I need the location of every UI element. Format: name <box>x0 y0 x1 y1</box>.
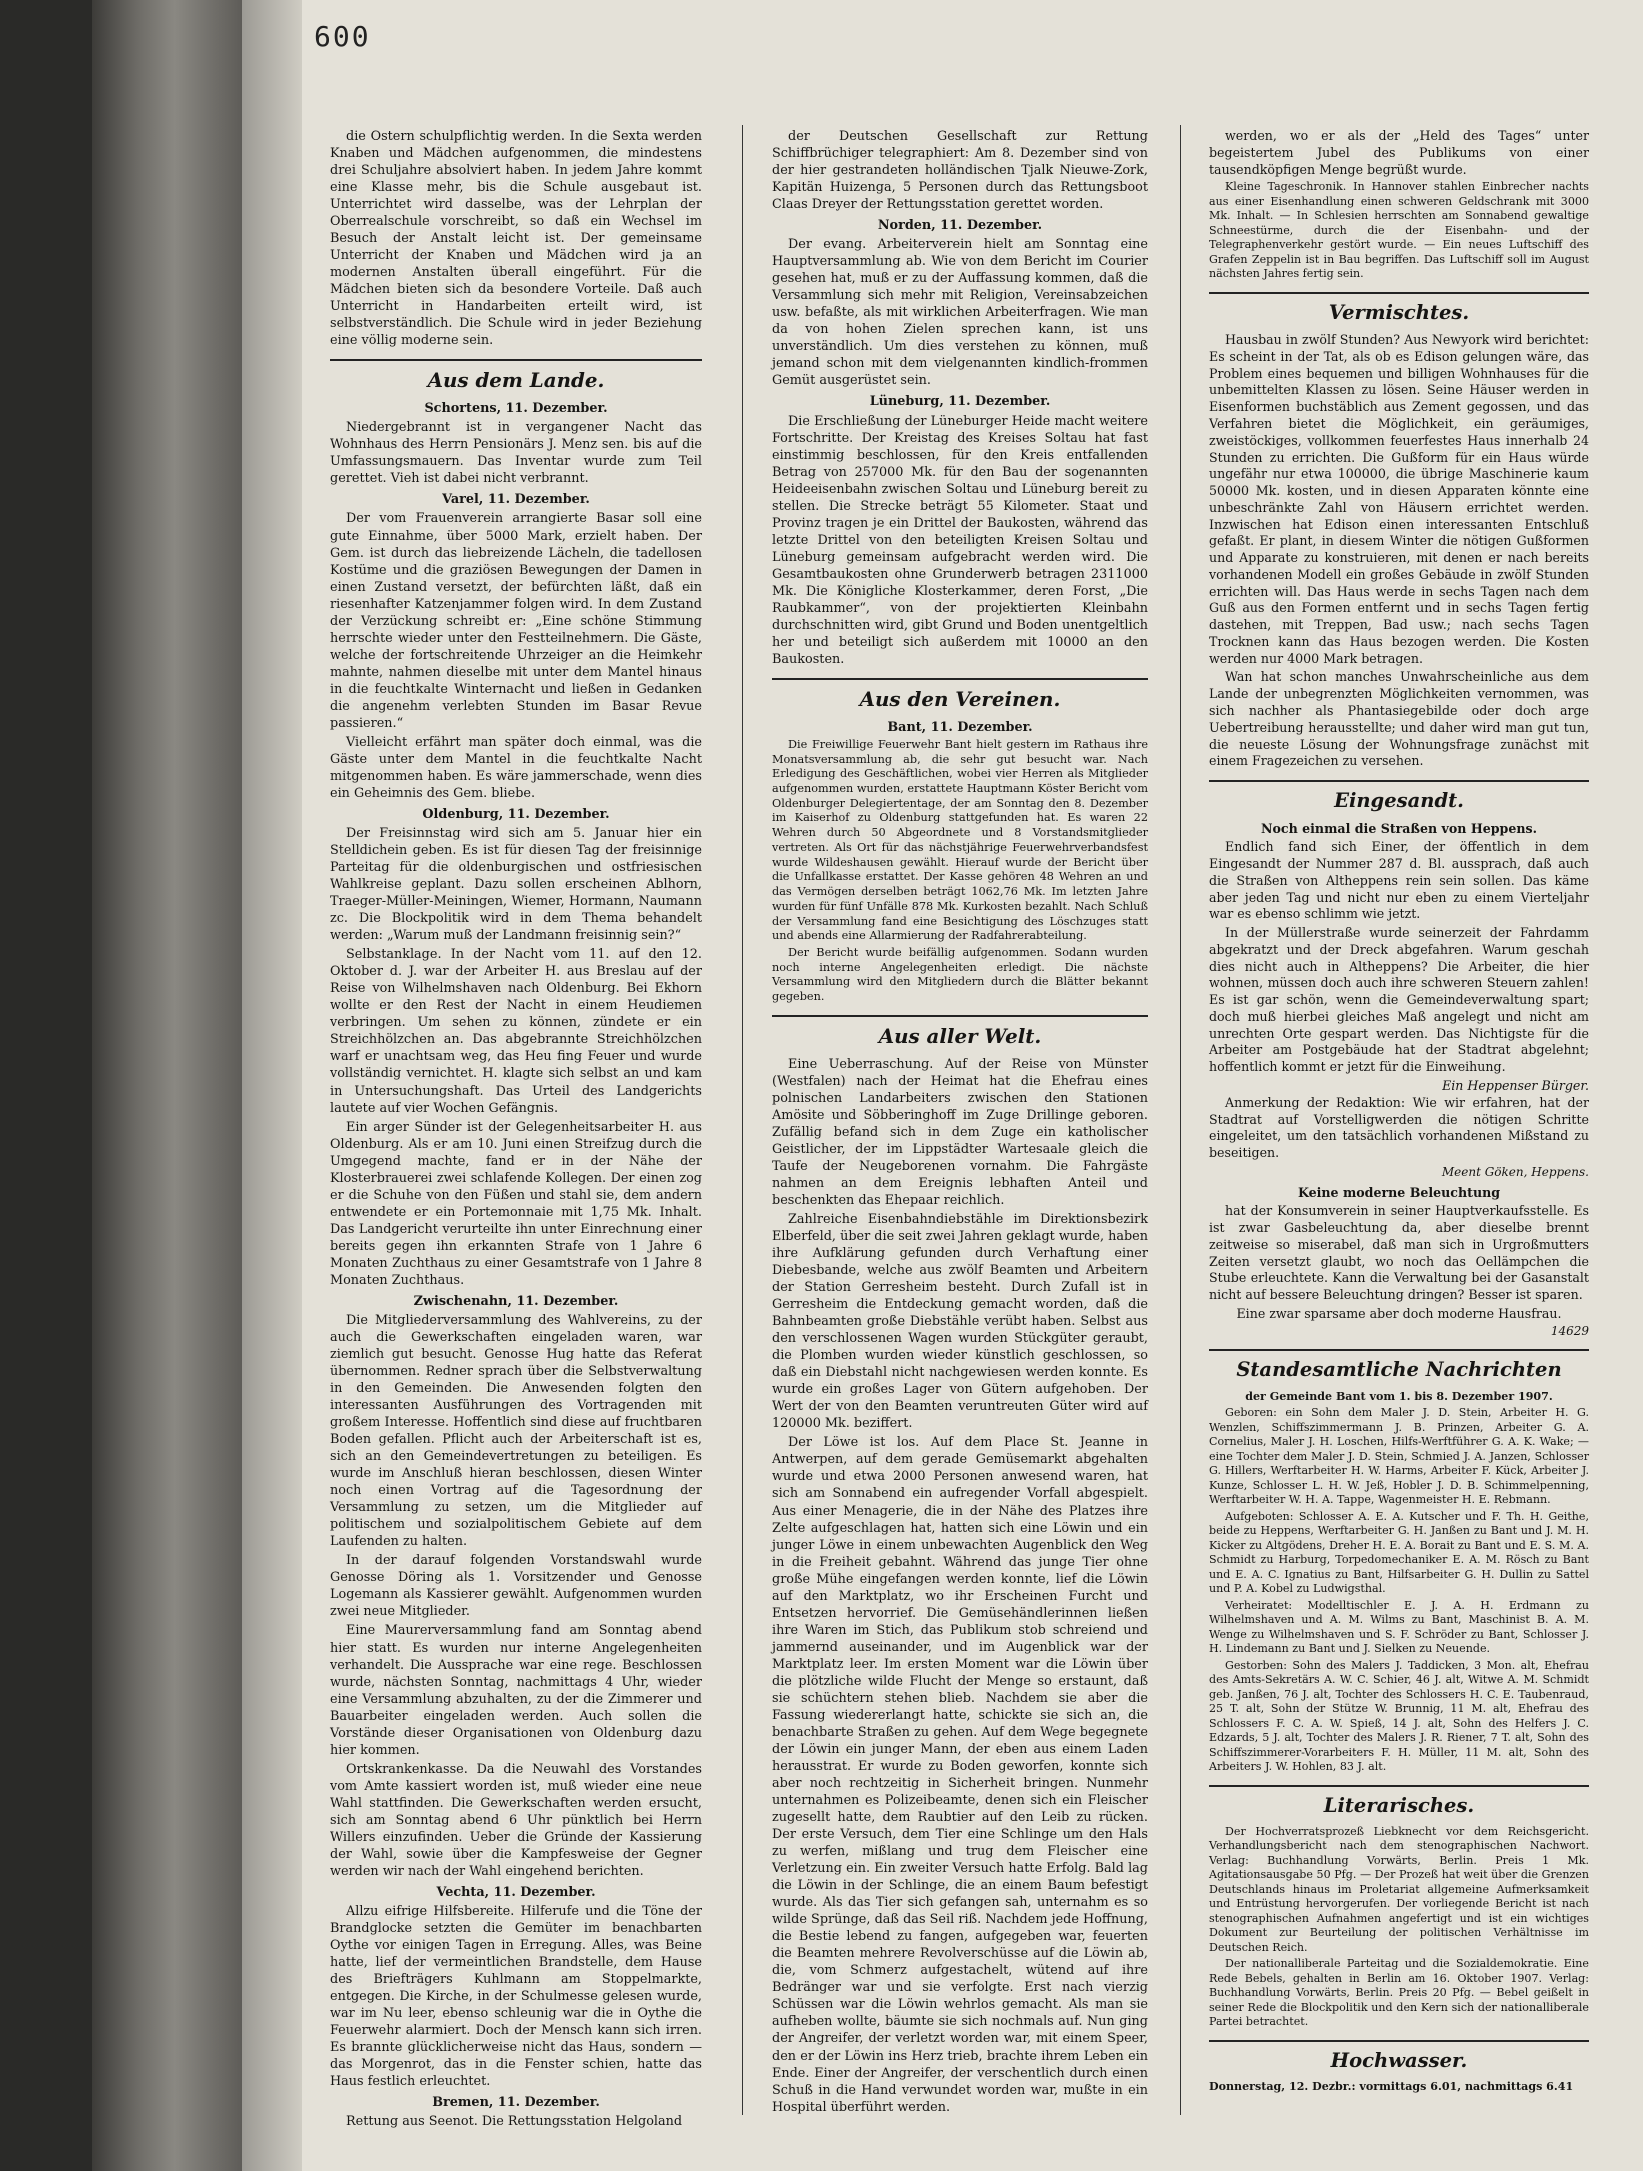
column-1 <box>330 128 702 2132</box>
handwritten-note: Meent Göken, Heppens. <box>1441 1164 1589 1179</box>
dateline: Vechta, 11. Dezember. <box>436 1884 596 1900</box>
article-text: hat der Konsumverein in seiner Hauptverkaufsstelle. Es ist zwar Gasbeleuchtung da, aber dieselbe brennt zeitweise so miserabel, daß man sich in Urgroßmutters Zeiten versetzt glaubt, wo noch das Oellämpchen die Stube erleuchtete. Kann die Verwaltung bei der Gasanstalt nicht auf bessere Beleuchtung dringen? Besser ist sparen. <box>1209 1203 1589 1303</box>
dateline: Oldenburg, 11. Dezember. <box>422 807 610 822</box>
registry-text: Verheiratet: Modelltischler E. J. A. H. Erdmann zu Wilhelmshaven und A. M. Wilms zu Bant, Maschinist B. A. M. Wenge zu Wilhelmshaven und S. F. Schröder zu Bant, Schlosser J. H. Lindemann zu Bant und J. Sielken zu Neuende. <box>1209 1598 1589 1656</box>
article-text: Endlich fand sich Einer, der öffentlich in dem Eingesandt der Nummer 287 d. Bl. aussprach, daß auch die Straßen von Altheppens rein sein sollen. Das käme aber jeden Tag und nicht nur eben zu einem Vierteljahr war es ebenso schlimm wie jetzt. <box>1209 839 1589 922</box>
article-text: Der vom Frauenverein arrangierte Basar soll eine gute Einnahme, über 5000 Mark, erzielt haben. Der Gem. ist durch das liebreizende Lächeln, die tadellosen Kostüme und die graziösen Bewegungen der Damen in einen Zustand versetzt, der befürchten läßt, daß ein riesenhafter Katzenjammer folgen wird. In dem Zustand der Verzückung schreibt er: „Eine schöne Stimmung herrschte wieder unter den Festteilnehmern. Die Gäste, welche der fortschreitende Uhrzeiger an die Heimkehr mahnte, nahmen dieselbe mit unter dem Mantel hinaus in die feuchtkalte Winternacht und ließen in Gedanken die angenehm verlebten Stunden im Basar Revue passieren.“ <box>330 511 702 731</box>
section-heading: Hochwasser. <box>1209 2040 1589 2074</box>
section-heading: Standesamtliche Nachrichten <box>1209 1349 1589 1383</box>
article-text: Ein arger Sünder ist der Gelegenheitsarbeiter H. aus Oldenburg. Als er am 10. Juni einen Streifzug durch die Umgegend machte, fand er in der Nähe der Klosterbrauerei zwei schlafende Kollegen. Der einen zog er die Schuhe von den Füßen und stahl sie, dem andern entwendete er ein Portemonnaie mit 1,75 Mk. Inhalt. Das Landgericht verurteilte ihn unter Einrechnung einer bereits gegen ihn erkannten Strafe von 1 Jahre 6 Monaten Zuchthaus zu einer Gesamtstrafe von 1 Jahre 8 Monaten Zuchthaus. <box>330 1119 702 1288</box>
article-text: Hausbau in zwölf Stunden? Aus Newyork wird berichtet: Es scheint in der Tat, als ob es Edison gelungen wäre, das Problem eines bequemen und billigen Wohnhauses für die unbemittelten Klassen zu lösen. Seine Häuser werden in Eisenformen buchstäblich aus Zement gegossen, und das Verfahren bietet die Möglichkeit, ein geräumiges, zweistöckiges, vollkommen feuerfestes Haus innerhalb 24 Stunden zu errichten. Die Gußform für ein Haus würde ungefähr nur etwa 100000, die übrige Maschinerie kaum 50000 Mk. kosten, und in diesen Apparaten könnte eine unbeschränkte Zahl von Häusern errichtet werden. Inzwischen hat Edison einen interessanten Entschluß gefaßt. Er plant, in diesem Winter die nötigen Gußformen und Apparate zu konstruieren, mit denen er nach bereits vorhandenen Modell ein großes Gebäude in zwölf Stunden errichten will. Das Haus werde in sechs Tagen nach dem Guß aus den Formen entfernt und in sechs Tagen fertig dastehen, mit Treppen, Bad usw.; nach sechs Tagen Trocknen kann das Haus bezogen werden. Die Kosten werden nur 4000 Mark betragen. <box>1209 332 1589 666</box>
page-number: 600 <box>314 20 371 53</box>
tide-times: Donnerstag, 12. Dezbr.: vormittags 6.01, nachmittags 6.41 <box>1209 2080 1574 2094</box>
article-text: Anmerkung der Redaktion: Wie wir erfahren, hat der Stadtrat auf Vorstelligwerden die nötigen Schritte eingeleitet, um den tatsächlich vorhandenen Mißstand zu beseitigen. <box>1209 1094 1589 1161</box>
page-gutter-shadow <box>242 0 302 2171</box>
article-text: Eine Maurerversammlung fand am Sonntag abend hier statt. Es wurden nur interne Angelegenheiten verhandelt. Die Aussprache war eine rege. Beschlossen wurde, nächsten Sonntag, nachmittags 4 Uhr, wieder eine Versammlung abzuhalten, zu der die Zimmerer und Bauarbeiter eingeladen werden. Auch sollen die Vorstände dieser Organisationen von Oldenburg dazu hier kommen. <box>330 1623 702 1758</box>
article-text: Die Freiwillige Feuerwehr Bant hielt gestern im Rathaus ihre Monatsversammlung ab, die sehr gut besucht war. Nach Erledigung des Geschäftlichen, wobei vier Herren als Mitglieder aufgenommen wurden, erstattete Hauptmann Köster Bericht vom Oldenburger Delegiertentage, der am Sonntag den 8. Dezember im Kaiserhof zu Oldenburg stattgefunden hat. Es waren 22 Wehren durch 50 Abgeordnete und 8 Vorstandsmitglieder vertreten. Als Ort für das nächstjährige Feuerwehrverbandsfest wurde Wildeshausen gewählt. Hierauf wurde der Bericht über die Unfallkasse erstattet. Der Kasse gehören 48 Wehren an und das Vermögen derselben beträgt 1062,76 Mk. Im letzten Jahre wurden für fünf Unfälle 878 Mk. Kurkosten bezahlt. Nach Schluß der Versammlung fand eine Besichtigung des Löschzuges statt und abends eine Allarmierung der Radfahrerabteilung. <box>772 737 1148 943</box>
dateline: Bremen, 11. Dezember. <box>432 2095 600 2111</box>
article-text: der Deutschen Gesellschaft zur Rettung Schiffbrüchiger telegraphiert: Am 8. Dezember sind von der hier gestrandeten holländischen Tjalk Nieuwe-Zork, Kapitän Huizenga, 5 Personen durch das Rettungsboot Claas Dreyer der Rettungsstation gerettet worden. <box>772 129 1148 213</box>
article-text: werden, wo er als der „Held des Tages“ unter begeistertem Jubel des Publikums von einer tausendköpfigen Menge begrüßt wurde. <box>1209 128 1589 177</box>
registry-text: Aufgeboten: Schlosser A. E. A. Kutscher und F. Th. H. Geithe, beide zu Heppens, Werftarbeiter G. H. Janßen zu Bant und J. M. H. Kicker zu Altgödens, Dreher H. E. A. Borait zu Bant und E. S. M. A. Schmidt zu Harburg, Torpedomechaniker E. A. M. Rösch zu Bant und E. A. C. Ignatius zu Bant, Hilfsarbeiter G. H. Dullin zu Sattel und P. A. Kobel zu Ludwigsthal. <box>1209 1509 1589 1596</box>
article-text: Der nationalliberale Parteitag und die Sozialdemokratie. Eine Rede Bebels, gehalten in Berlin am 16. Oktober 1907. Verlag: Buchhandlung Vorwärts, Berlin. Preis 20 Pfg. — Bebel geißelt in seiner Rede die Blockpolitik und den Kern sich der nationalliberale Partei betrachtet. <box>1209 1957 1589 2029</box>
dateline: Zwischenahn, 11. Dezember. <box>413 1293 619 1309</box>
article-text: Der Freisinnstag wird sich am 5. Januar hier ein Stelldichein geben. Es ist für diesen Tag der freisinnige Parteitag für die oldenburgischen und ostfriesischen Wahlkreise geplant. Dazu sollen erscheinen Ablhorn, Traeger-Müller-Meiningen, Wiemer, Hormann, Naumann zc. Die Blockpolitik wird in dem Thema behandelt werden: „Warum muß der Landmann freisinnig sein?“ <box>330 826 702 944</box>
book-spine <box>92 0 242 2171</box>
article-text: Selbstanklage. In der Nacht vom 11. auf den 12. Oktober d. J. war der Arbeiter H. aus Breslau auf der Reise von Wilhelmshaven nach Oldenburg. Bei Ekhorn wollte er den Rest der Nacht in einem Heudiemen verbringen. Um sehen zu können, zündete er ein Streichhölzchen an. Das abgebrannte Streichhölzchen warf er unachtsam weg, das Heu fing Feuer und wurde vollständig vernichtet. H. klagte sich selbst an und kam in Untersuchungshaft. Das Urteil des Landgerichts lautete auf vier Wochen Gefängnis. <box>330 947 702 1116</box>
section-heading: Aus dem Lande. <box>330 359 702 394</box>
signature: Ein Heppenser Bürger. <box>1442 1077 1589 1093</box>
article-text: Die Erschließung der Lüneburger Heide macht weitere Fortschritte. Der Kreistag des Kreises Soltau hat fast einstimmig beschlossen, für den Kreis entfallenden Betrag von 257000 Mk. für den Bau der sogenannten Heideeisenbahn zwischen Soltau und Lüneburg bereit zu stellen. Die Strecke beträgt 55 Kilometer. Staat und Provinz tragen je ein Drittel der Baukosten, während das letzte Drittel von den beteiligten Kreisen Soltau und Lüneburg gemeinsam aufgebracht werden wird. Die Gesamtbaukosten ohne Grunderwerb betragen 2311000 Mk. Die Königliche Klosterkammer, deren Forst, „Die Raubkammer“, von der projektierten Kleinbahn durchschnitten wird, gibt Grund und Boden unentgeltlich her und beteiligt sich außerdem mit 10000 an den Baukosten. <box>772 413 1148 667</box>
subheading: Noch einmal die Straßen von Heppens. <box>1261 820 1537 836</box>
dateline: der Gemeinde Bant vom 1. bis 8. Dezember 1907. <box>1245 1389 1553 1403</box>
section-heading: Aus den Vereinen. <box>772 678 1148 713</box>
section-heading: Aus aller Welt. <box>772 1015 1148 1050</box>
column-3 <box>1209 128 1589 2095</box>
article-text: Vielleicht erfährt man später doch einmal, was die Gäste unter dem Mantel in die feuchtkalte Nacht mitgenommen haben. Es wäre jammerschade, wenn dies ein Geheimnis des Gem. bliebe. <box>330 734 702 801</box>
dateline: Varel, 11. Dezember. <box>442 492 590 508</box>
article-text: Der Hochverratsprozeß Liebknecht vor dem Reichsgericht. Verhandlungsbericht nach dem stenographischen Nachwort. Verlag: Buchhandlung Vorwärts, Berlin. Preis 1 Mk. Agitationsausgabe 50 Pfg. — Der Prozeß hat weit über die Grenzen Deutschlands hinaus im Proletariat allgemeine Aufmerksamkeit und Entrüstung hervorgerufen. Der vorliegende Bericht ist nach stenographischen Aufnahmen angefertigt und ist ein wichtiges Dokument zur Beurteilung der politischen Verhältnisse im Deutschen Reich. <box>1209 1824 1589 1954</box>
archive-stamp: 14629 <box>1550 1323 1589 1338</box>
signature: Eine zwar sparsame aber doch moderne Hausfrau. <box>1236 1305 1562 1321</box>
column-2 <box>772 128 1148 2118</box>
article-text: Zahlreiche Eisenbahndiebstähle im Direktionsbezirk Elberfeld, über die seit zwei Jahren geklagt wurde, haben ihre Aufklärung gefunden durch Verhaftung einer Diebesbande, welche aus zwölf Beamten und Arbeitern der Station Gerresheim besteht. Durch Zufall ist in Gerresheim die Entdeckung gemacht worden, daß die Bahnbeamten große Diebstähle verübt haben. Selbst aus den verschlossenen Wagen wurden Stückgüter geraubt, die Plomben wurden wieder künstlich geschlossen, so daß ein Diebstahl nicht nachgewiesen werden konnte. Es wurde ein großes Lager von Gütern aufgehoben. Der Wert der von den Beamten veruntreuten Güter wird auf 120000 Mk. beziffert. <box>772 1211 1148 1432</box>
column-rule <box>742 125 743 2115</box>
article-text: Rettung aus Seenot. Die Rettungsstation Helgoland <box>346 2114 683 2130</box>
article-text: Eine Ueberraschung. Auf der Reise von Münster (Westfalen) nach der Heimat hat die Ehefrau eines polnischen Landarbeiters zwischen den Stationen Amösite und Söbberinghoff im Zuge Drillinge geboren. Zufällig befand sich in dem Zuge ein katholischer Geistlicher, der im Lippstädter Wartesaale gleich die Taufe der Neugeborenen vornahm. Die Fahrgäste nahmen an dem Ereignis lebhaften Anteil und beschenkten das Ehepaar reichlich. <box>772 1056 1148 1208</box>
article-text: Ortskrankenkasse. Da die Neuwahl des Vorstandes vom Amte kassiert worden ist, muß wieder eine neue Wahl stattfinden. Die Gewerkschaften werden ersucht, sich am Sonntag abend 6 Uhr pünktlich bei Herrn Willers einzufinden. Ueber die Gründe der Kassierung der Wahl, sowie über die Kampfesweise der Gegner werden wir nach der Wahl eingehend berichten. <box>330 1761 702 1879</box>
dateline: Lüneburg, 11. Dezember. <box>869 394 1051 410</box>
article-text: Allzu eifrige Hilfsbereite. Hilferufe und die Töne der Brandglocke setzten die Gemüter im benachbarten Oythe vor einigen Tagen in Erregung. Alles, was Beine hatte, lief der vermeintlichen Brandstelle, dem Hause des Briefträgers Kuhlmann am Stoppelmarkte, entgegen. Die Kirche, in der Schulmesse gelesen wurde, war im Nu leer, ebenso schleunig war die in Oythe die Feuerwehr alarmiert. Doch der Mensch kann sich irren. Es brannte glücklicherweise nicht das Haus, sondern — das Morgenrot, das in die Fenster schien, hatte das Haus festlich erleuchtet. <box>330 1903 702 2090</box>
section-heading: Vermischtes. <box>1209 292 1589 326</box>
registry-text: Gestorben: Sohn des Malers J. Taddicken, 3 Mon. alt, Ehefrau des Amts-Sekretärs A. W. C. Schier, 46 J. alt, Witwe A. M. Schmidt geb. Janßen, 76 J. alt, Tochter des Schlossers H. C. E. Taubenraud, 25 T. alt, Sohn der Stütze W. Brunnig, 11 M. alt, Ehefrau des Schlossers F. C. A. W. Spieß, 14 J. alt, Sohn des Helfers J. C. Edzards, 5 J. alt, Tochter des Malers J. R. Riener, 7 T. alt, Sohn des Schiffszimmerer-Vorarbeiters F. H. Müller, 11 M. alt, Sohn des Arbeiters J. W. Hohlen, 83 J. alt. <box>1209 1658 1589 1774</box>
dateline: Bant, 11. Dezember. <box>887 719 1033 735</box>
article-text: Die Mitgliederversammlung des Wahlvereins, zu der auch die Gewerkschaften eingeladen waren, war ziemlich gut besucht. Genosse Hug hatte das Referat übernommen. Redner sprach über die Selbstverwaltung in den Gemeinden. Die Anwesenden folgten den interessanten Ausführungen des Vortragenden mit großem Interesse. Hoffentlich sind diese auf fruchtbaren Boden gefallen. Pflicht auch der Arbeiterschaft ist es, sich an den Gemeindevertretungen zu beteiligen. Es wurde im Anschluß hieran beschlossen, diesen Winter noch einen Vortrag auf die Tagesordnung der Versammlung zu setzen, um die Mitglieder auf politischem und sozialpolitischem Gebiete auf dem Laufenden zu halten. <box>330 1312 702 1550</box>
article-text: Kleine Tageschronik. In Hannover stahlen Einbrecher nachts aus einer Eisenhandlung einen schweren Geldschrank mit 3000 Mk. Inhalt. — In Schlesien herrschten am Sonnabend gewaltige Schneestürme, durch die der Eisenbahn- und der Telegraphenverkehr gestört wurde. — Ein neues Luftschiff des Grafen Zeppelin ist in Bau begriffen. Das Luftschiff soll im August nächsten Jahres fertig sein. <box>1209 180 1589 281</box>
article-text: Der evang. Arbeiterverein hielt am Sonntag eine Hauptversammlung ab. Wie von dem Bericht im Courier gesehen hat, muß er zu der Auffassung kommen, daß die Versammlung sich mehr mit Religion, Vereinsabzeichen usw. befaßte, als mit wirklichen Arbeiterfragen. Wie man da von hohen Zielen sprechen kann, ist uns unverständlich. Um dies verstehen zu können, muß jemand schon mit dem vielgenannten kindlich-frommen Gemüt ausgerüstet sein. <box>772 237 1148 389</box>
article-text: Der Löwe ist los. Auf dem Place St. Jeanne in Antwerpen, auf dem gerade Gemüsemarkt abgehalten wurde und etwa 2000 Personen anwesend waren, hat sich am Sonnabend ein aufregender Vorfall abgespielt. Aus einer Menagerie, die in der Nähe des Platzes ihre Zelte aufgeschlagen hat, hatten sich eine Löwin und ein junger Löwe in einem unbewachten Augenblick den Weg in die Freiheit gebahnt. Während das junge Tier ohne große Mühe eingefangen werden konnte, lief die Löwin auf den Marktplatz, wo ihr Erscheinen Furcht und Entsetzen hervorrief. Die Gemüsehändlerinnen ließen ihre Waren im Stich, das Publikum stob schreiend und jammernd auseinander, und im Augenblick war der Marktplatz leer. Im ersten Moment war die Löwin über die plötzliche wilde Flucht der Menge so erstaunt, daß sie schüchtern stehen blieb. Nachdem sie aber die Fassung wiedererlangt hatte, schickte sie sich an, die benachbarte Straßen zu gehen. Auf dem Wege begegnete der Löwin ein junger Mann, der eben aus einem Laden herausstrat. Er wurde zu Boden geworfen, konnte sich aber noch rechtzeitig in Sicherheit bringen. Nunmehr unternahmen es Polizeibeamte, denen sich ein Fleischer zugesellt hatte, dem Raubtier auf den Leib zu rücken. Der erste Versuch, dem Tier eine Schlinge um den Hals zu werfen, mißlang und trug dem Fleischer eine Verletzung ein. Ein zweiter Versuch hatte Erfolg. Bald lag die Löwin in der Schlinge, die an einem Baum befestigt wurde. Als das Tier sich gefangen sah, unternahm es so wilde Sprünge, daß das Seil riß. Nachdem jede Hoffnung, die Bestie lebend zu fangen, aufgegeben war, feuerten die Beamten mehrere Revolverschüsse auf die Löwin ab, die, vom Schmerz aufgestachelt, wütend auf ihre Bedränger war und sie verfolgte. Erst nach vierzig Schüssen war die Löwin wehrlos gemacht. Als man sie aufheben wollte, bäumte sie sich nochmals auf. Nun ging der Angreifer, der verletzt worden war, mit einem Speer, den er der Löwin ins Herz trieb, brachte ihrem Leben ein Ende. Einer der Angreifer, der verschentlich durch einen Schuß in die Hand verwundet worden war, mußte in ein Hospital überführt werden. <box>772 1435 1148 2115</box>
registry-text: Geboren: ein Sohn dem Maler J. D. Stein, Arbeiter H. G. Wenzlen, Schiffszimmermann J. B. Prinzen, Arbeiter G. A. Cornelius, Maler J. H. Loschen, Hilfs-Werftführer G. A. K. Wake; — eine Tochter dem Maler J. D. Stein, Schmied J. A. Janzen, Schlosser G. Hillers, Werftarbeiter H. W. Harms, Arbeiter F. Kück, Arbeiter J. Kunze, Schlosser L. H. W. Jeß, Hobler J. D. B. Schimmelpenning, Werftarbeiter W. H. A. Tappe, Wagenmeister H. E. Rebmann. <box>1209 1406 1589 1507</box>
dateline: Norden, 11. Dezember. <box>877 218 1043 234</box>
section-heading: Eingesandt. <box>1209 780 1589 814</box>
section-heading: Literarisches. <box>1209 1785 1589 1819</box>
article-text: Niedergebrannt ist in vergangener Nacht das Wohnhaus des Herrn Pensionärs J. Menz sen. bis auf die Umfassungsmauern. Das Inventar wurde zum Teil gerettet. Vieh ist dabei nicht verbrannt. <box>330 420 702 487</box>
column-rule <box>1180 125 1181 2115</box>
article-text: In der Müllerstraße wurde seinerzeit der Fahrdamm abgekratzt und der Dreck abgefahren. Warum geschah dies nicht auch in Altheppens? Die Arbeiter, die hier wohnen, müssen doch auch ihre schweren Steuern zahlen! Es ist gar schön, wenn die Gemeindeverwaltung spart; doch muß hierbei gleiches Maß angelegt und nicht am unrechten Orte gespart werden. Das Nichtigste für die Arbeiter am Postgebäude hat der Stadtrat abgelehnt; hoffentlich kommt er jetzt für die Einweihung. <box>1209 925 1589 1075</box>
article-text: Wan hat schon manches Unwahrscheinliche aus dem Lande der unbegrenzten Möglichkeiten vernommen, was sich nachher als Phantasiegebilde oder doch arge Uebertreibung herausstellte; und daher wird man gut tun, die neueste Lösung der Wohnungsfrage zunächst mit einem Fragezeichen zu versehen. <box>1209 669 1589 769</box>
dateline: Schortens, 11. Dezember. <box>424 401 608 417</box>
article-text: Der Bericht wurde beifällig aufgenommen. Sodann wurden noch interne Angelegenheiten erledigt. Die nächste Versammlung wird den Mitgliedern durch die Blätter bekannt gegeben. <box>772 945 1148 1004</box>
subheading: Keine moderne Beleuchtung <box>1297 1184 1501 1200</box>
article-text: die Ostern schulpflichtig werden. In die Sexta werden Knaben und Mädchen aufgenommen, die mindestens drei Schuljahre absolviert haben. In jedem Jahre kommt eine Klasse mehr, bis die Schule ausgebaut ist. Unterrichtet wird dasselbe, was der Lehrplan der Oberrealschule vorschreibt, so daß ein Wechsel im Besuch der Anstalt leicht ist. Der gemeinsame Unterricht der Knaben und Mädchen wird ja an modernen Anstalten überall eingeführt. Für die Mädchen bieten sich da besondere Vorteile. Daß auch Unterricht in Handarbeiten erteilt wird, ist selbstverständlich. Die Schule wird in jeder Beziehung eine völlig moderne sein. <box>330 129 702 349</box>
article-text: In der darauf folgenden Vorstandswahl wurde Genosse Döring als 1. Vorsitzender und Genosse Logemann als Kassierer gewählt. Aufgenommen wurden zwei neue Mitglieder. <box>330 1553 702 1620</box>
newspaper-page <box>242 0 1643 2171</box>
